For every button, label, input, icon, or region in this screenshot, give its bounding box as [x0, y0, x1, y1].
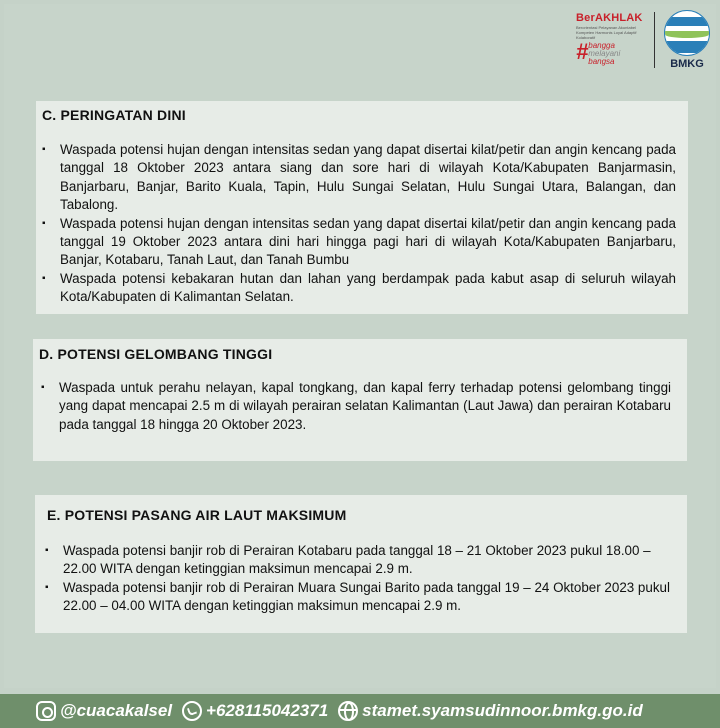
bmkg-label: BMKG	[670, 58, 704, 70]
list-item: ▪ Waspada untuk perahu nelayan, kapal tongkang, dan kapal ferry terhadap potensi gelombang tinggi yang dapat mencapai 2.5 m di wilayah perairan selatan Kalimantan (Laut Jawa) dan perairan Kotabaru pada tanggal 18 hingga 20 Oktober 2023.	[41, 380, 671, 432]
bullet-icon: ▪	[41, 382, 45, 393]
list-item: ▪ Waspada potensi hujan dengan intensitas sedan yang dapat disertai kilat/petir dan angin kencang pada tanggal 19 Oktober 2023 antara dini hari hingga pagi hari di wilayah Kota/Kabupaten Banjarbaru, Banjar, Kotabaru, Tanah Laut, dan Tanah Bumbu	[42, 215, 676, 268]
list-item: ▪ Waspada potensi banjir rob di Perairan Kotabaru pada tanggal 18 – 21 Oktober 2023 pukul 18.00 – 22.00 WITA dengan ketinggian maksimun mencapai 2.9 m.	[45, 543, 651, 577]
berakhlak-logo	[576, 12, 650, 66]
footer-contact-bar	[0, 694, 720, 728]
section-title: C. PERINGATAN DINI	[42, 107, 186, 123]
header-logos	[576, 8, 716, 72]
footer-whatsapp[interactable]	[182, 701, 328, 721]
whatsapp-icon	[182, 701, 202, 721]
berakhlak-subtitle: Berorientasi Pelayanan Akuntabel Kompeten Harmonis Loyal Adaptif Kolaboratif	[576, 25, 637, 40]
bullet-icon: ▪	[42, 144, 46, 155]
bmkg-logo	[660, 10, 714, 70]
section-potensi-gelombang-tinggi	[33, 339, 687, 461]
bullet-icon: ▪	[45, 581, 49, 593]
section-title: E. POTENSI PASANG AIR LAUT MAKSIMUM	[47, 507, 347, 523]
instagram-handle: @cuacakalsel	[60, 701, 173, 720]
section-list	[42, 141, 676, 307]
section-list	[41, 379, 671, 434]
section-potensi-pasang-air-laut	[35, 495, 687, 633]
footer-website[interactable]	[338, 701, 643, 721]
list-item: ▪ Waspada potensi kebakaran hutan dan lahan yang berdampak pada kabut asap di seluruh wilayah Kota/Kabupaten di Kalimantan Selatan.	[42, 270, 676, 305]
whatsapp-number: +628115042371	[206, 701, 329, 720]
bullet-icon: ▪	[45, 545, 49, 556]
bmkg-emblem-icon	[664, 10, 710, 56]
tagline: bangga melayani bangsa	[588, 41, 621, 66]
bullet-icon: ▪	[42, 217, 46, 229]
section-title: D. POTENSI GELOMBANG TINGGI	[39, 346, 273, 362]
bullet-icon: ▪	[42, 272, 46, 284]
footer-instagram[interactable]	[36, 701, 172, 721]
section-peringatan-dini	[36, 101, 688, 314]
list-item: ▪ Waspada potensi hujan dengan intensitas sedan yang dapat disertai kilat/petir dan angin kencang pada tanggal 18 Oktober 2023 antara siang dan sore hari di wilayah Kota/Kabupaten Banjarmasin, Banjarbaru, Banjar, Barito Kuala, Tapin, Hulu Sungai Selatan, Hulu Sungai Utara, Balangan, dan Tabalong.	[42, 142, 676, 213]
hashtag-icon: #	[576, 39, 589, 64]
instagram-icon	[36, 701, 56, 721]
logo-divider	[654, 12, 655, 68]
section-list	[45, 542, 673, 616]
berakhlak-title: BerAKHLAK	[576, 12, 643, 24]
list-item: ▪ Waspada potensi banjir rob di Perairan Muara Sungai Barito pada tanggal 19 – 24 Oktober 2023 pukul 22.00 – 04.00 WITA dengan ketinggian maksimun mencapai 2.9 m.	[45, 579, 670, 614]
globe-icon	[338, 701, 358, 721]
website-url: stamet.syamsudinnoor.bmkg.go.id	[362, 701, 643, 720]
